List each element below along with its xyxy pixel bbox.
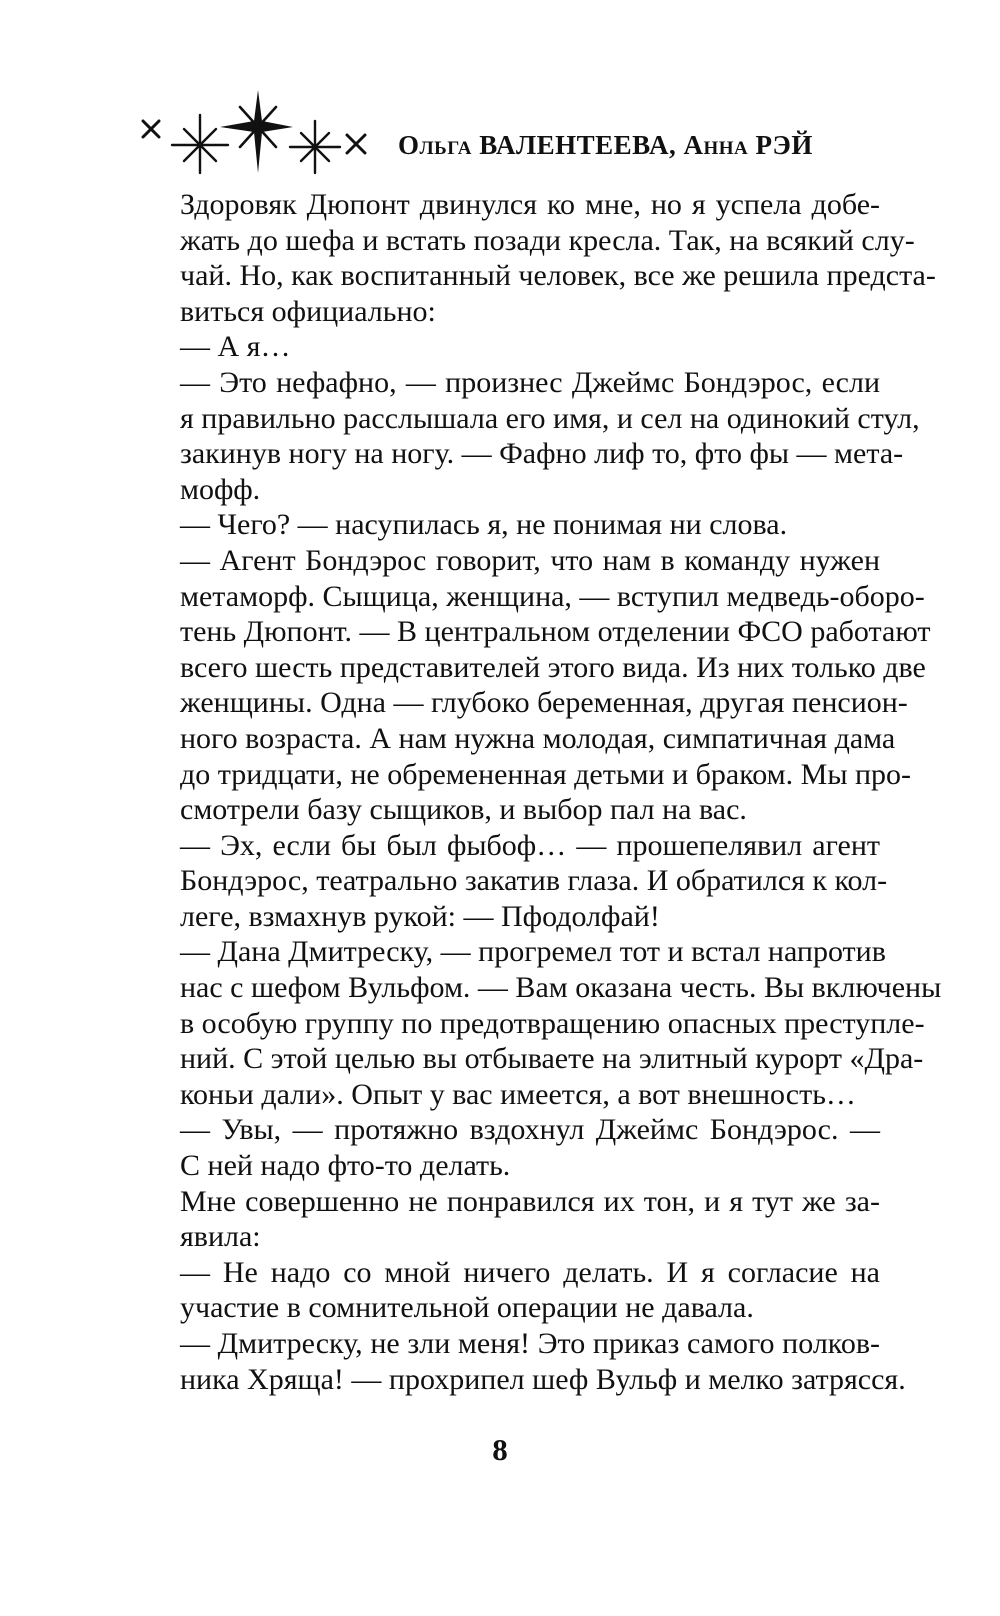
text-line: метаморф. Сыщица, женщина, — вступил медведь-оборо- xyxy=(180,579,925,613)
author2-first-name: Анна xyxy=(683,130,749,160)
text-line: Здоровяк Дюпонт двинулся ко мне, но я успела добе- xyxy=(180,188,880,221)
text-line: Бондэрос, театрально закатив глаза. И обратился к кол- xyxy=(180,864,888,898)
text-line: Мне совершенно не понравился их тон, и я тут же за- xyxy=(180,1184,880,1218)
running-title xyxy=(398,130,813,161)
author1-first-name: Ольга xyxy=(398,130,472,160)
text-line: ника Хряща! — прохрипел шеф Вульф и мелко затрясся. xyxy=(180,1362,906,1396)
text-line: участие в сомнительной операции не давала. xyxy=(180,1291,754,1325)
medium-star-icon xyxy=(172,115,228,173)
text-line: — Это нефафно, — произнес Джеймс Бондэрос, если xyxy=(180,365,880,399)
page-number: 8 xyxy=(492,1432,508,1467)
small-cross-star-icon xyxy=(143,121,159,137)
text-line: в особую группу по предотвращению опасных преступле- xyxy=(180,1006,925,1040)
text-line: — Дмитреску, не зли меня! Это приказ самого полков- xyxy=(180,1327,880,1360)
text-line: ного возраста. А нам нужна молодая, симпатичная дама xyxy=(180,721,896,755)
text-line: женщины. Одна — глубоко беременная, другая пенсион- xyxy=(180,686,908,720)
body-text xyxy=(180,187,942,1397)
text-line: закинув ногу на ногу. — Фафно лиф то, фто фы — мета- xyxy=(180,437,904,471)
text-line: всего шесть представителей этого вида. Из них только две xyxy=(180,650,926,684)
medium-star-right-icon xyxy=(290,121,340,173)
text-line: — Увы, — протяжно вздохнул Джеймс Бондэрос. — xyxy=(180,1113,880,1147)
text-line: нас с шефом Вульфом. — Вам оказана честь. Вы включены xyxy=(180,971,942,1005)
text-line: мофф. xyxy=(180,472,261,506)
text-line: — А я… xyxy=(180,330,291,364)
text-line: — Агент Бондэрос говорит, что нам в команду нужен xyxy=(180,543,880,577)
text-line: я правильно расслышала его имя, и сел на одинокий стул, xyxy=(180,401,920,435)
text-line: явила: xyxy=(180,1220,261,1254)
text-line: леге, взмахнув рукой: — Пфодолфай! xyxy=(180,899,660,933)
text-line: С ней надо фто-то делать. xyxy=(180,1149,511,1183)
text-line: — Дана Дмитреску, — прогремел тот и встал напротив xyxy=(180,935,886,969)
text-line: ний. С этой целью вы отбываете на элитный курорт «Дра- xyxy=(180,1042,924,1076)
text-line: — Чего? — насупилась я, не понимая ни слова. xyxy=(180,508,788,542)
text-line: смотрели базу сыщиков, и выбор пал на вас. xyxy=(180,793,747,827)
author1-last-name: ВАЛЕНТЕЕВА, xyxy=(479,130,677,160)
text-line: — Не надо со мной ничего делать. И я согласие на xyxy=(180,1255,880,1289)
stars-ornament-icon xyxy=(140,85,390,190)
text-line: чай. Но, как воспитанный человек, все же решила предста- xyxy=(180,259,936,293)
large-star-icon xyxy=(220,90,293,173)
text-line: до тридцати, не обремененная детьми и браком. Мы про- xyxy=(180,757,912,791)
running-header xyxy=(140,85,840,190)
text-line: — Эх, если бы был фыбоф… — прошепелявил агент xyxy=(180,828,880,862)
author2-last-name: РЭЙ xyxy=(755,130,813,160)
text-line: тень Дюпонт. — В центральном отделении ФСО работают xyxy=(180,615,931,649)
text-line: виться официально: xyxy=(180,294,436,328)
small-cross-star-right-icon xyxy=(347,135,365,153)
text-line: жать до шефа и встать позади кресла. Так, на всякий слу- xyxy=(180,223,915,257)
text-line: коньи дали». Опыт у вас имеется, а вот внешность… xyxy=(180,1077,856,1111)
